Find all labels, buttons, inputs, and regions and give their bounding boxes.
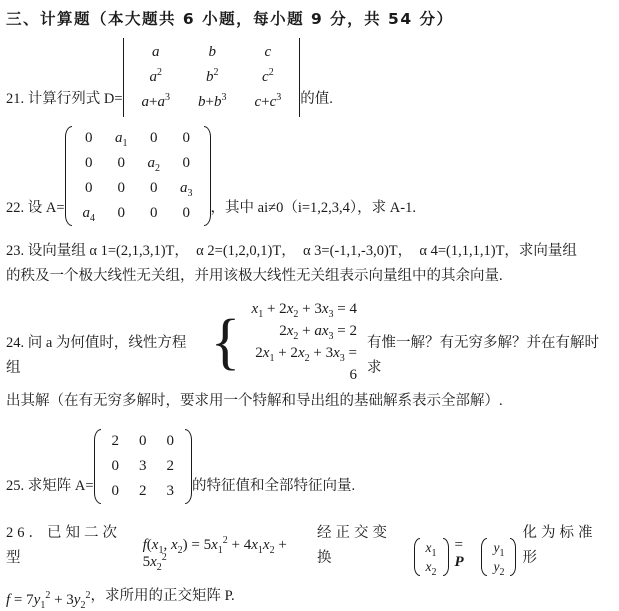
problem-26 [6,521,613,609]
problem-24 [6,298,613,414]
problem-23-line2: 的秩及一个极大线性无关组，并用该极大线性无关组表示向量组中的其余向量. [6,268,503,284]
left-paren-icon [414,538,420,576]
right-paren-icon [443,538,449,576]
problem-26-label: 26．已知二次型 [6,525,121,566]
matrix-22: 0 $a_1$ 0 0 0 0 $a_2$ 0 0 0 0 $a_3$ $a_4$ 0 0 0 [65,126,211,226]
problem-24-label: 24. 问 a 为何值时，线性方程组 [6,335,187,376]
problem-22-label: 22. 设 A= [6,200,65,216]
right-paren-icon [185,429,192,504]
right-paren-icon [510,538,516,576]
problem-26-line1 [6,521,613,576]
problem-21-suffix: 的值. [300,91,333,107]
equation-system-24: { $x_1 + 2x_2 + 3x_3 = 4$ $2x_2 + ax_3 = 2$ $2x_1 + 2x_2 + 3x_3 = 6$ [211,298,357,386]
left-paren-icon [94,429,101,504]
problem-24-suffix1: 有惟一解？有无穷多解？并在有解时求 [366,335,599,376]
problem-22 [6,126,613,226]
standard-form-formula: $f = 7y_1^2 + 3y_2^2$ [6,590,91,611]
problem-22-suffix: ，其中 ai≠0（i=1,2,3,4），求 A-1. [210,200,416,216]
left-paren-icon [65,126,72,226]
problem-25 [6,429,613,504]
quadratic-form-formula: $f(x_1$, $x_2) = 5x_1^2 + 4x_1x_2 + 5x_2^2$ [142,535,287,573]
equals-p: = P [454,537,464,570]
left-brace-icon [211,310,241,374]
problem-23-line1: 23. 设向量组 α 1=(2,1,3,1)T， α 2=(1,2,0,1)T， α 3=(-1,1,-3,0)T， α 4=(1,1,1,1)T，求向量组 [6,243,577,259]
left-paren-icon [481,538,487,576]
problem-21 [6,38,613,117]
matrix-25: 2 0 0 0 3 2 0 2 3 [94,429,193,504]
vector-x: $x_1$ $x_2$ [414,538,449,576]
problem-24-main [6,298,613,386]
right-paren-icon [204,126,211,226]
problem-23 [6,239,613,289]
problem-26-line2 [6,584,613,609]
problem-21-label: 21. 计算行列式 D= [6,91,123,107]
problem-26-line2-suffix: ，求所用的正交矩阵 P. [90,588,235,604]
problem-25-label: 25. 求矩阵 A= [6,478,94,494]
vector-y: $y_1$ $y_2$ [481,538,516,576]
problem-26-tail: 化为标准形 [522,525,597,566]
problem-26-mid: 经正交变换 [317,525,392,566]
determinant-21: a b c $a^2$ $b^2$ $c^2$ $a+a^3$ $b+b^3$ $c+c^3$ [123,38,301,117]
problem-24-suffix2: 出其解（在有无穷多解时，要求用一个特解和导出组的基础解系表示全部解）. [6,393,503,409]
section-title: 三、计算题（本大题共 6 小题，每小题 9 分，共 54 分） [6,10,454,28]
problem-25-suffix: 的特征值和全部特征向量. [192,478,356,494]
